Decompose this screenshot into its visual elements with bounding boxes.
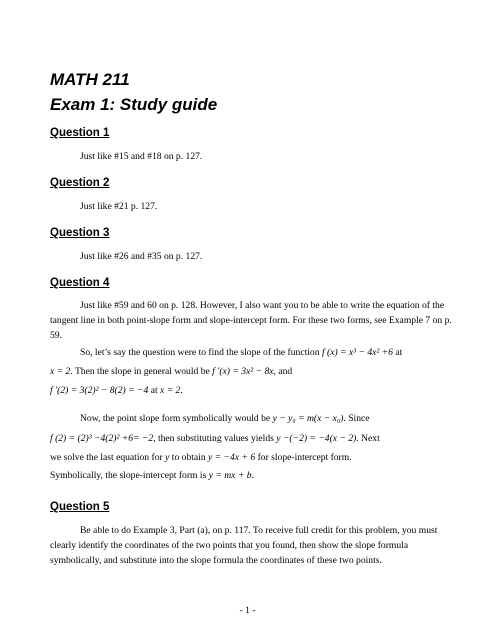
question-2-text: Just like #21 p. 127. [80, 201, 158, 212]
question-3-heading: Question 3 [50, 227, 110, 239]
page-number: - 1 - [239, 605, 256, 616]
l2-text: . Then the slope in general would be [70, 366, 210, 377]
question-4-line-7 [50, 470, 254, 481]
question-2-heading: Question 2 [50, 177, 110, 189]
question-5-heading: Question 5 [50, 501, 110, 513]
l7-text: Symbolically, the slope-intercept form is [50, 470, 207, 481]
l1-end: at [395, 347, 403, 358]
question-4-intro: Just like #59 and 60 on p. 128. However, I also want you to be able to write the equation of the tangent line in both point-slope form and slope-intercept form. For these two forms, see Example 7 on p. 59. [50, 300, 452, 342]
course-title: MATH 211 [50, 70, 130, 89]
question-4-line-3 [50, 385, 183, 396]
derivative-at-2: f ′(2) = 3(2)² − 8(2) = −4 [50, 385, 149, 396]
solve-variable: y [165, 452, 170, 463]
l4-text: Now, the point slope form symbolically would be [80, 413, 271, 424]
question-4-line-1 [80, 347, 402, 358]
l7-end: . [251, 470, 254, 481]
point-slope-substituted: y −(−2) = −4(x − 2) [276, 433, 357, 444]
question-4-heading: Question 4 [50, 277, 110, 289]
l6-text-a: we solve the last equation for [50, 452, 163, 463]
l5-text: , then substituting values yields [153, 433, 274, 444]
question-4-line-6 [50, 452, 352, 463]
question-1-text: Just like #15 and #18 on p. 127. [80, 151, 203, 162]
point-slope-formula: y − y₀ = m(x − x₀) [272, 413, 344, 424]
l1-text: So, let’s say the question were to find the slope of the function [80, 347, 320, 358]
question-4-line-4 [80, 413, 370, 424]
l6-text-b: to obtain [171, 452, 206, 463]
function-definition: f (x) = x³ − 4x² +6 [321, 347, 393, 358]
l3-text: at [150, 385, 158, 396]
derivative-general: f ′(x) = 3x² − 8x [212, 366, 274, 377]
function-at-2: f (2) = (2)³ −4(2)² +6= −2 [50, 433, 154, 444]
question-4-line-5 [50, 433, 380, 444]
exam-title: Exam 1: Study guide [50, 95, 218, 114]
slope-intercept-formula: y = mx + b [208, 470, 252, 481]
slope-intercept-result: y = −4x + 6 [208, 452, 256, 463]
question-5-text: Be able to do Example 3, Part (a), on p. 117. To receive full credit for this problem, you must clearly identify the coordinates of the two points that you found, then show the slope formula symbolically, and substitute into the slope formula the coordinates of these two points. [50, 525, 438, 567]
l2-end: , and [273, 366, 293, 377]
l3-end: . [180, 385, 183, 396]
x-value: x = 2 [50, 366, 71, 377]
question-4-line-2 [50, 366, 292, 377]
l5-end: . Next [356, 433, 380, 444]
x-value-2: x = 2 [160, 385, 181, 396]
l6-end: for slope-intercept form. [257, 452, 352, 463]
l4-end: . Since [343, 413, 370, 424]
question-3-text: Just like #26 and #35 on p. 127. [80, 251, 203, 262]
question-1-heading: Question 1 [50, 127, 110, 139]
